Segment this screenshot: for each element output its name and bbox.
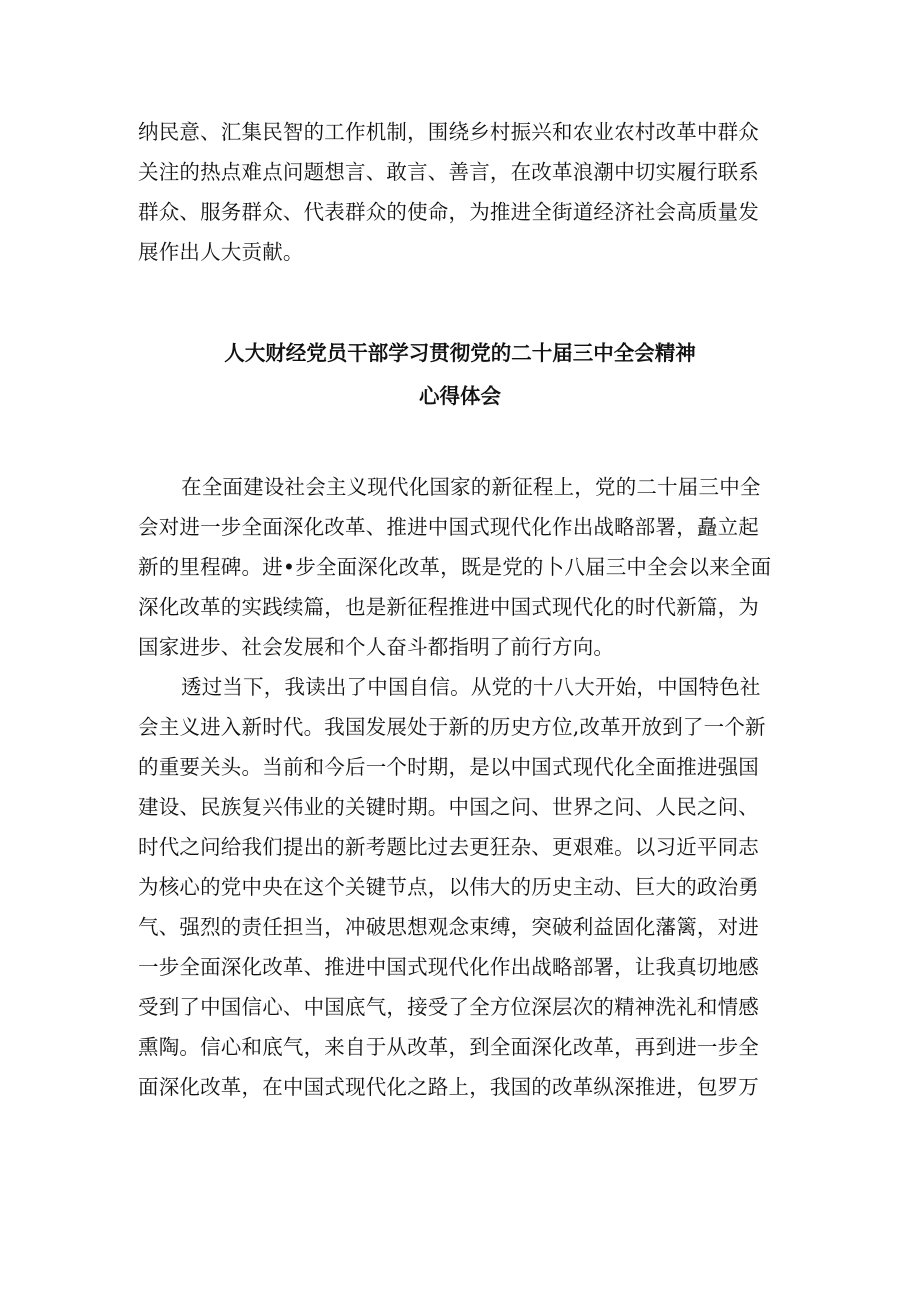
document-title: 人大财经党员干部学习贯彻党的二十届三中全会精神 — [224, 341, 696, 365]
paragraph-first-line: 在全面建设社会主义现代化国家的新征程上，党的二十届三中全 — [181, 475, 761, 499]
text-line: 国家进步、社会发展和个人奋斗都指明了前行方向。 — [138, 635, 615, 659]
text-line: 受到了中国信心、中国底气，接受了全方位深层次的精神洗礼和情感 — [138, 995, 759, 1019]
text-line: 新的里程碑。进•步全面深化改革，既是党的卜八届三中全会以来全面 — [138, 555, 772, 579]
text-line: 关注的热点难点问题想言、敢言、善言，在改革浪潮中切实履行联系 — [138, 160, 759, 184]
text-line: 时代之问给我们提出的新考题比过去更狂杂、更艰难。以习近平同志 — [138, 835, 759, 859]
text-line: 一步全面深化改革、推进中国式现代化作出战略部署，让我真切地感 — [138, 955, 759, 979]
text-line: 面深化改革，在中国式现代化之路上，我国的改革纵深推进，包罗万 — [138, 1075, 759, 1099]
paragraph-first-line: 透过当下，我读出了中国自信。从党的十八大开始，中国特色社 — [181, 675, 761, 699]
intro-paragraph — [138, 112, 788, 272]
body-text — [138, 467, 788, 1107]
text-line: 为核心的党中央在这个关键节点，以伟大的历史主动、巨大的政治勇 — [138, 875, 759, 899]
text-line: 的重要关头。当前和今后一个时期，是以中国式现代化全面推进强国 — [138, 755, 759, 779]
text-line: 深化改革的实践续篇，也是新征程推进中国式现代化的时代新篇，为 — [138, 595, 759, 619]
text-line: 建设、民族复兴伟业的关键时期。中国之问、世界之问、人民之问、 — [138, 795, 759, 819]
text-line: 气、强烈的责任担当，冲破思想观念束缚，突破利益固化藩篱，对进 — [138, 915, 759, 939]
text-line: 会主义进入新时代。我国发展处于新的历史方位,改革开放到了一个新 — [138, 715, 766, 739]
text-line: 群众、服务群众、代表群众的使命，为推进全街道经济社会高质量发 — [138, 200, 759, 224]
text-line: 会对进一步全面深化改革、推进中国式现代化作出战略部署，矗立起 — [138, 515, 759, 539]
text-line: 熏陶。信心和底气，来自于从改革，到全面深化改革，再到进一步全 — [138, 1035, 759, 1059]
text-line: 纳民意、汇集民智的工作机制，围绕乡村振兴和农业农村改革中群众 — [138, 120, 759, 144]
text-line: 展作出人大贡献。 — [138, 240, 304, 264]
document-subtitle: 心得体会 — [419, 384, 501, 408]
